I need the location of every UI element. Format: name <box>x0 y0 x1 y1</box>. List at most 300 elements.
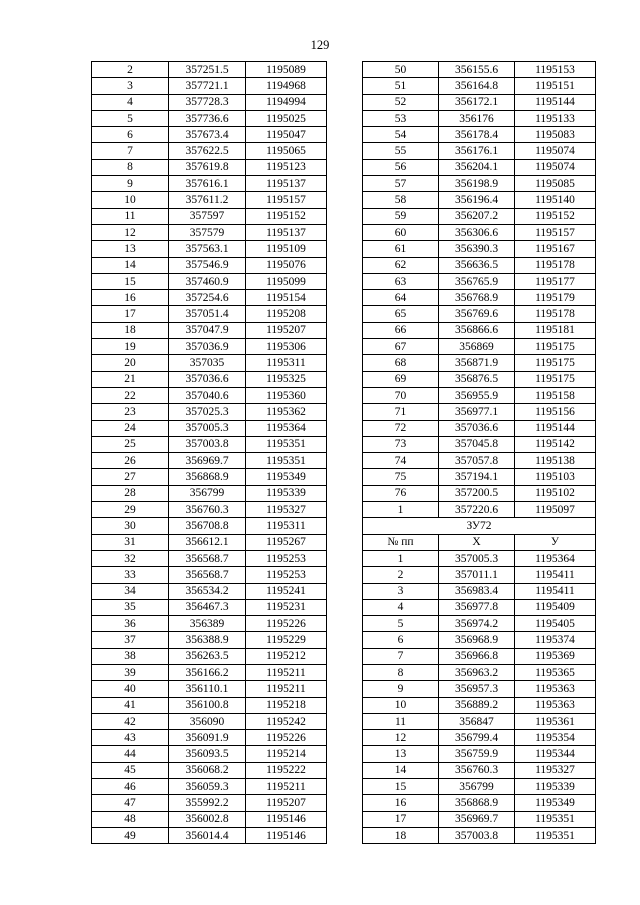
cell-y: 1195138 <box>515 453 596 469</box>
cell-y: 1195065 <box>246 143 327 159</box>
cell-y: 1195175 <box>515 355 596 371</box>
cell-x: 356091.9 <box>169 730 246 746</box>
cell-x: 356207.2 <box>439 208 515 224</box>
cell-x: 357051.4 <box>169 306 246 322</box>
cell-number: 2 <box>363 567 439 583</box>
cell-number: 16 <box>92 290 169 306</box>
header-y: У <box>515 534 596 550</box>
cell-x: 357673.4 <box>169 127 246 143</box>
cell-x: 357003.8 <box>169 436 246 452</box>
cell-y: 1195047 <box>246 127 327 143</box>
cell-number: 28 <box>92 485 169 501</box>
table-row <box>92 583 327 599</box>
table-row <box>363 224 596 240</box>
cell-x: 356110.1 <box>169 681 246 697</box>
cell-x: 357622.5 <box>169 143 246 159</box>
table-row <box>363 306 596 322</box>
cell-number: 8 <box>363 664 439 680</box>
cell-y: 1195146 <box>246 827 327 843</box>
table-row <box>363 404 596 420</box>
table-row <box>363 453 596 469</box>
cell-x: 356866.6 <box>439 322 515 338</box>
table-row <box>92 697 327 713</box>
cell-number: 24 <box>92 420 169 436</box>
cell-y: 1195175 <box>515 339 596 355</box>
cell-x: 356164.8 <box>439 78 515 94</box>
table-row <box>363 420 596 436</box>
table-row <box>363 583 596 599</box>
table-row <box>363 713 596 729</box>
cell-x: 356889.2 <box>439 697 515 713</box>
cell-number: 62 <box>363 257 439 273</box>
cell-x: 356869 <box>439 339 515 355</box>
cell-x: 356974.2 <box>439 616 515 632</box>
cell-number: 1 <box>363 502 439 518</box>
table-row <box>92 779 327 795</box>
table-row <box>92 127 327 143</box>
cell-x: 356198.9 <box>439 176 515 192</box>
cell-y: 1195083 <box>515 127 596 143</box>
section-title-row <box>363 518 596 534</box>
table-row <box>363 339 596 355</box>
cell-x: 356196.4 <box>439 192 515 208</box>
table-row <box>92 208 327 224</box>
cell-number: 30 <box>92 518 169 534</box>
cell-number: 6 <box>92 127 169 143</box>
cell-number: 36 <box>92 616 169 632</box>
table-row <box>92 648 327 664</box>
table-row <box>92 453 327 469</box>
table-row <box>363 387 596 403</box>
cell-y: 1195311 <box>246 518 327 534</box>
cell-number: 8 <box>92 159 169 175</box>
cell-y: 1195157 <box>246 192 327 208</box>
table-row <box>363 322 596 338</box>
cell-y: 1195361 <box>515 713 596 729</box>
cell-x: 357254.6 <box>169 290 246 306</box>
table-row <box>92 94 327 110</box>
table-row <box>363 616 596 632</box>
cell-x: 356977.8 <box>439 599 515 615</box>
table-row <box>92 436 327 452</box>
cell-number: 59 <box>363 208 439 224</box>
cell-y: 1195306 <box>246 339 327 355</box>
cell-x: 356467.3 <box>169 599 246 615</box>
zu72-section-heading <box>363 518 596 551</box>
table-row <box>92 746 327 762</box>
cell-y: 1195097 <box>515 502 596 518</box>
cell-number: 61 <box>363 241 439 257</box>
cell-number: 20 <box>92 355 169 371</box>
cell-x: 356969.7 <box>169 453 246 469</box>
table-row <box>92 143 327 159</box>
cell-x: 356799.4 <box>439 730 515 746</box>
cell-y: 1195085 <box>515 176 596 192</box>
cell-x: 356176 <box>439 110 515 126</box>
cell-y: 1194994 <box>246 94 327 110</box>
table-row <box>92 290 327 306</box>
cell-y: 1195405 <box>515 616 596 632</box>
cell-x: 356612.1 <box>169 534 246 550</box>
cell-number: 40 <box>92 681 169 697</box>
cell-x: 356983.4 <box>439 583 515 599</box>
table-row <box>92 485 327 501</box>
cell-y: 1195267 <box>246 534 327 550</box>
cell-x: 357728.3 <box>169 94 246 110</box>
table-row <box>363 257 596 273</box>
cell-x: 357035 <box>169 355 246 371</box>
cell-number: 6 <box>363 632 439 648</box>
cell-x: 356868.9 <box>169 469 246 485</box>
cell-y: 1195242 <box>246 713 327 729</box>
cell-x: 356172.1 <box>439 94 515 110</box>
table-row <box>363 681 596 697</box>
cell-y: 1195175 <box>515 371 596 387</box>
cell-number: 52 <box>363 94 439 110</box>
cell-y: 1195025 <box>246 110 327 126</box>
right-table-body-top <box>363 62 596 518</box>
cell-x: 356969.7 <box>439 811 515 827</box>
table-row <box>92 371 327 387</box>
table-row <box>92 387 327 403</box>
cell-x: 357597 <box>169 208 246 224</box>
cell-number: 35 <box>92 599 169 615</box>
cell-number: 31 <box>92 534 169 550</box>
table-row <box>363 502 596 518</box>
cell-x: 357736.6 <box>169 110 246 126</box>
cell-y: 1195351 <box>515 811 596 827</box>
cell-y: 1195218 <box>246 697 327 713</box>
cell-y: 1195144 <box>515 420 596 436</box>
table-row <box>363 795 596 811</box>
table-row <box>363 648 596 664</box>
cell-x: 356760.3 <box>169 502 246 518</box>
cell-y: 1195158 <box>515 387 596 403</box>
cell-y: 1195142 <box>515 436 596 452</box>
table-row <box>363 632 596 648</box>
table-row <box>363 599 596 615</box>
cell-number: 4 <box>92 94 169 110</box>
cell-number: 47 <box>92 795 169 811</box>
cell-x: 356090 <box>169 713 246 729</box>
table-row <box>363 762 596 778</box>
table-row <box>363 779 596 795</box>
cell-x: 356759.9 <box>439 746 515 762</box>
cell-y: 1195351 <box>246 436 327 452</box>
cell-x: 356957.3 <box>439 681 515 697</box>
table-row <box>363 664 596 680</box>
cell-x: 356966.8 <box>439 648 515 664</box>
cell-number: 75 <box>363 469 439 485</box>
table-row <box>363 436 596 452</box>
cell-x: 357460.9 <box>169 273 246 289</box>
cell-number: 26 <box>92 453 169 469</box>
cell-x: 355992.2 <box>169 795 246 811</box>
cell-number: 14 <box>92 257 169 273</box>
cell-y: 1195167 <box>515 241 596 257</box>
cell-number: 71 <box>363 404 439 420</box>
cell-x: 356876.5 <box>439 371 515 387</box>
table-row <box>363 355 596 371</box>
cell-number: 51 <box>363 78 439 94</box>
table-row <box>363 176 596 192</box>
table-row <box>363 208 596 224</box>
table-row <box>92 322 327 338</box>
cell-x: 357200.5 <box>439 485 515 501</box>
cell-number: 38 <box>92 648 169 664</box>
cell-x: 356799 <box>439 779 515 795</box>
cell-y: 1195253 <box>246 567 327 583</box>
table-row <box>363 567 596 583</box>
table-row <box>363 746 596 762</box>
cell-number: 27 <box>92 469 169 485</box>
table-row <box>363 110 596 126</box>
cell-number: 32 <box>92 550 169 566</box>
table-row <box>363 273 596 289</box>
cell-x: 357036.9 <box>169 339 246 355</box>
cell-number: 63 <box>363 273 439 289</box>
cell-y: 1195156 <box>515 404 596 420</box>
cell-number: 18 <box>363 827 439 843</box>
table-row <box>92 192 327 208</box>
table-row <box>92 502 327 518</box>
cell-x: 356059.3 <box>169 779 246 795</box>
table-row <box>92 518 327 534</box>
cell-number: 54 <box>363 127 439 143</box>
cell-number: 64 <box>363 290 439 306</box>
cell-y: 1195157 <box>515 224 596 240</box>
cell-number: 21 <box>92 371 169 387</box>
cell-x: 356636.5 <box>439 257 515 273</box>
cell-y: 1195349 <box>515 795 596 811</box>
cell-y: 1195133 <box>515 110 596 126</box>
cell-y: 1195339 <box>246 485 327 501</box>
cell-y: 1195109 <box>246 241 327 257</box>
cell-y: 1195179 <box>515 290 596 306</box>
table-row <box>92 241 327 257</box>
cell-x: 356765.9 <box>439 273 515 289</box>
cell-number: 3 <box>92 78 169 94</box>
cell-y: 1195231 <box>246 599 327 615</box>
cell-number: 74 <box>363 453 439 469</box>
cell-x: 356847 <box>439 713 515 729</box>
cell-x: 357546.9 <box>169 257 246 273</box>
table-row <box>363 94 596 110</box>
cell-number: 57 <box>363 176 439 192</box>
cell-y: 1195214 <box>246 746 327 762</box>
table-row <box>92 827 327 843</box>
cell-x: 356760.3 <box>439 762 515 778</box>
cell-number: 39 <box>92 664 169 680</box>
cell-y: 1195074 <box>515 143 596 159</box>
cell-y: 1195349 <box>246 469 327 485</box>
cell-y: 1195211 <box>246 681 327 697</box>
table-row <box>363 143 596 159</box>
cell-y: 1195074 <box>515 159 596 175</box>
cell-y: 1195311 <box>246 355 327 371</box>
cell-number: 42 <box>92 713 169 729</box>
cell-x: 357057.8 <box>439 453 515 469</box>
left-table-body <box>92 62 327 844</box>
cell-x: 357040.6 <box>169 387 246 403</box>
cell-number: 50 <box>363 62 439 78</box>
cell-number: 3 <box>363 583 439 599</box>
cell-x: 356977.1 <box>439 404 515 420</box>
cell-x: 356871.9 <box>439 355 515 371</box>
cell-y: 1195241 <box>246 583 327 599</box>
cell-y: 1195089 <box>246 62 327 78</box>
table-row <box>363 159 596 175</box>
cell-number: 14 <box>363 762 439 778</box>
table-row <box>363 485 596 501</box>
table-row <box>92 795 327 811</box>
header-number: № пп <box>363 534 439 550</box>
cell-x: 356263.5 <box>169 648 246 664</box>
table-row <box>92 599 327 615</box>
cell-y: 1195351 <box>246 453 327 469</box>
cell-y: 1195360 <box>246 387 327 403</box>
cell-y: 1195140 <box>515 192 596 208</box>
cell-y: 1195325 <box>246 371 327 387</box>
cell-y: 1194968 <box>246 78 327 94</box>
cell-number: 7 <box>92 143 169 159</box>
cell-x: 356306.6 <box>439 224 515 240</box>
cell-y: 1195153 <box>515 62 596 78</box>
right-table-body-bottom <box>363 550 596 843</box>
cell-number: 73 <box>363 436 439 452</box>
cell-x: 356568.7 <box>169 567 246 583</box>
cell-y: 1195253 <box>246 550 327 566</box>
cell-number: 17 <box>363 811 439 827</box>
cell-y: 1195207 <box>246 795 327 811</box>
cell-number: 41 <box>92 697 169 713</box>
cell-x: 357011.1 <box>439 567 515 583</box>
cell-number: 69 <box>363 371 439 387</box>
left-coordinates-table <box>91 61 327 844</box>
cell-x: 357721.1 <box>169 78 246 94</box>
cell-number: 10 <box>363 697 439 713</box>
cell-number: 18 <box>92 322 169 338</box>
table-row <box>92 159 327 175</box>
cell-y: 1195339 <box>515 779 596 795</box>
table-row <box>92 713 327 729</box>
table-row <box>363 127 596 143</box>
cell-y: 1195144 <box>515 94 596 110</box>
cell-x: 357047.9 <box>169 322 246 338</box>
cell-y: 1195374 <box>515 632 596 648</box>
cell-y: 1195178 <box>515 306 596 322</box>
cell-y: 1195327 <box>515 762 596 778</box>
cell-x: 356155.6 <box>439 62 515 78</box>
cell-x: 356093.5 <box>169 746 246 762</box>
cell-y: 1195222 <box>246 762 327 778</box>
cell-x: 356166.2 <box>169 664 246 680</box>
cell-number: 43 <box>92 730 169 746</box>
cell-x: 356955.9 <box>439 387 515 403</box>
cell-number: 70 <box>363 387 439 403</box>
table-row <box>92 224 327 240</box>
cell-x: 356799 <box>169 485 246 501</box>
cell-y: 1195208 <box>246 306 327 322</box>
table-row <box>92 469 327 485</box>
cell-y: 1195212 <box>246 648 327 664</box>
cell-number: 23 <box>92 404 169 420</box>
cell-x: 356768.9 <box>439 290 515 306</box>
cell-y: 1195076 <box>246 257 327 273</box>
cell-number: 76 <box>363 485 439 501</box>
cell-x: 356868.9 <box>439 795 515 811</box>
cell-number: 16 <box>363 795 439 811</box>
cell-x: 356963.2 <box>439 664 515 680</box>
cell-number: 66 <box>363 322 439 338</box>
cell-number: 15 <box>92 273 169 289</box>
cell-x: 356568.7 <box>169 550 246 566</box>
table-row <box>92 664 327 680</box>
cell-y: 1195152 <box>246 208 327 224</box>
table-row <box>92 273 327 289</box>
table-row <box>92 730 327 746</box>
header-x: X <box>439 534 515 550</box>
cell-number: 5 <box>92 110 169 126</box>
cell-x: 356176.1 <box>439 143 515 159</box>
cell-x: 356178.4 <box>439 127 515 143</box>
cell-x: 356388.9 <box>169 632 246 648</box>
table-row <box>363 550 596 566</box>
cell-y: 1195369 <box>515 648 596 664</box>
cell-x: 356769.6 <box>439 306 515 322</box>
cell-x: 356389 <box>169 616 246 632</box>
cell-number: 11 <box>92 208 169 224</box>
cell-x: 357045.8 <box>439 436 515 452</box>
cell-number: 15 <box>363 779 439 795</box>
cell-number: 7 <box>363 648 439 664</box>
cell-y: 1195178 <box>515 257 596 273</box>
cell-number: 37 <box>92 632 169 648</box>
cell-number: 67 <box>363 339 439 355</box>
cell-number: 29 <box>92 502 169 518</box>
cell-number: 65 <box>363 306 439 322</box>
table-row <box>363 192 596 208</box>
cell-number: 46 <box>92 779 169 795</box>
table-row <box>363 371 596 387</box>
table-row <box>92 306 327 322</box>
cell-number: 53 <box>363 110 439 126</box>
cell-number: 1 <box>363 550 439 566</box>
cell-number: 34 <box>92 583 169 599</box>
cell-number: 44 <box>92 746 169 762</box>
cell-x: 357616.1 <box>169 176 246 192</box>
cell-y: 1195211 <box>246 779 327 795</box>
cell-number: 10 <box>92 192 169 208</box>
cell-x: 356002.8 <box>169 811 246 827</box>
table-row <box>363 62 596 78</box>
cell-y: 1195102 <box>515 485 596 501</box>
cell-y: 1195103 <box>515 469 596 485</box>
cell-number: 19 <box>92 339 169 355</box>
cell-y: 1195211 <box>246 664 327 680</box>
cell-x: 357194.1 <box>439 469 515 485</box>
cell-number: 22 <box>92 387 169 403</box>
cell-y: 1195099 <box>246 273 327 289</box>
cell-number: 12 <box>92 224 169 240</box>
cell-x: 357579 <box>169 224 246 240</box>
table-row <box>92 567 327 583</box>
table-row <box>92 811 327 827</box>
table-row <box>363 241 596 257</box>
cell-x: 357036.6 <box>169 371 246 387</box>
cell-y: 1195364 <box>246 420 327 436</box>
table-row <box>92 355 327 371</box>
